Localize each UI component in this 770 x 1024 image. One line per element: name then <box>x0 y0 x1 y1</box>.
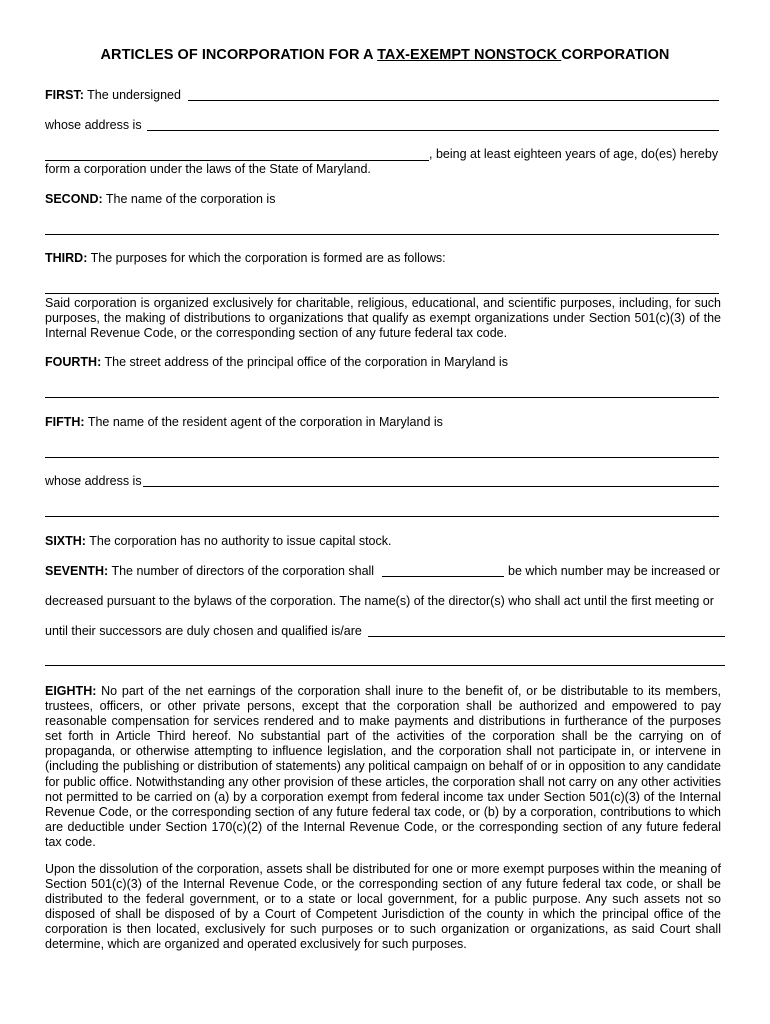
resident-agent-field[interactable] <box>45 457 719 458</box>
seventh-line-3 <box>45 624 362 639</box>
seventh-text-b-line <box>508 564 720 579</box>
first-age-text: , being at least eighteen years of age, do(es) hereby <box>429 147 719 161</box>
eighth-paragraph <box>45 684 721 850</box>
first-address-line <box>45 118 142 133</box>
seventh-line3-text: until their successors are duly chosen and qualified is/are <box>45 624 362 638</box>
purposes-field[interactable] <box>45 293 719 294</box>
first-address-label: whose address is <box>45 118 142 132</box>
third-label: THIRD: <box>45 251 88 265</box>
seventh-text-a: The number of directors of the corporation shall <box>111 564 375 578</box>
resident-agent-address-field-2[interactable] <box>45 516 719 517</box>
directors-names-field[interactable] <box>368 636 725 637</box>
second-label: SECOND: <box>45 192 103 206</box>
eighth-label: EIGHTH: <box>45 684 97 698</box>
seventh-text-b: be which number may be increased or <box>508 564 720 578</box>
title-suffix: CORPORATION <box>561 47 670 63</box>
document-title <box>0 47 770 63</box>
first-line <box>45 88 181 103</box>
first-form-text: form a corporation under the laws of the State of Maryland. <box>45 162 371 176</box>
first-form-line <box>45 162 371 177</box>
seventh-label: SEVENTH: <box>45 564 109 578</box>
sixth-line <box>45 534 391 549</box>
first-label: FIRST: <box>45 88 84 102</box>
directors-names-field-2[interactable] <box>45 665 725 666</box>
third-line <box>45 251 446 266</box>
number-of-directors-field[interactable] <box>382 576 504 577</box>
sixth-label: SIXTH: <box>45 534 86 548</box>
fourth-label: FOURTH: <box>45 355 102 369</box>
seventh-line2-text: decreased pursuant to the bylaws of the corporation. The name(s) of the director(s) who shall act until the first meeting or <box>45 594 714 608</box>
corporation-name-field[interactable] <box>45 234 719 235</box>
second-text: The name of the corporation is <box>105 192 276 206</box>
fifth-address-label: whose address is <box>45 474 142 488</box>
fifth-text: The name of the resident agent of the corporation in Maryland is <box>87 415 443 429</box>
third-paragraph: Said corporation is organized exclusively for charitable, religious, educational, and scientific purposes, including, for such purposes, the making of distributions to organizations that qualify as exempt organizations under Section 501(c)(3) of the Internal Revenue Code, or the corresponding section of any future federal tax code. <box>45 296 721 341</box>
first-text: The undersigned <box>87 88 181 102</box>
title-underlined: TAX-EXEMPT NONSTOCK <box>377 47 562 63</box>
second-line <box>45 192 275 207</box>
third-text: The purposes for which the corporation is formed are as follows: <box>90 251 446 265</box>
seventh-line-2 <box>45 594 714 609</box>
undersigned-address-field-2[interactable] <box>45 160 429 161</box>
resident-agent-address-field[interactable] <box>143 486 719 487</box>
first-age-line <box>429 147 718 162</box>
fourth-line <box>45 355 508 370</box>
fifth-line <box>45 415 443 430</box>
principal-office-field[interactable] <box>45 397 719 398</box>
undersigned-field[interactable] <box>188 100 719 101</box>
fourth-text: The street address of the principal office of the corporation in Maryland is <box>104 355 508 369</box>
eighth-text: No part of the net earnings of the corporation shall inure to the benefit of, or be distributable to its members, trustees, officers, or other private persons, except that the corporation shall be authorized and empowered to pay reasonable compensation for services rendered and to make payments and distributions in furtherance of the purposes set forth in Article Third hereof. No substantial part of the activities of the corporation shall be the carrying on of propaganda, or otherwise attempting to influence legislation, and the corporation shall not participate in, or intervene in (including the publishing or distribution of statements) any political campaign on behalf of or in opposition to any candidate for public office. Notwithstanding any other provision of these articles, the corporation shall not carry on any other activities not permitted to be carried on (a) by a corporation exempt from federal income tax under Section 501(c)(3) of the Internal Revenue Code, or the corresponding section of any future federal tax code, or (b) by a corporation, contributions to which are deductible under Section 170(c)(2) of the Internal Revenue Code, or the corresponding section of any future federal tax code. <box>45 684 721 849</box>
seventh-line <box>45 564 374 579</box>
sixth-text: The corporation has no authority to issue capital stock. <box>89 534 392 548</box>
title-prefix: ARTICLES OF INCORPORATION FOR A <box>100 47 378 63</box>
undersigned-address-field[interactable] <box>147 130 719 131</box>
fifth-label: FIFTH: <box>45 415 85 429</box>
dissolution-paragraph: Upon the dissolution of the corporation, assets shall be distributed for one or more exempt purposes within the meaning of Section 501(c)(3) of the Internal Revenue Code, or the corresponding section of any future federal tax code, or shall be distributed to the federal government, or to a state or local government, for a public purpose. Any such assets not so disposed of shall be disposed of by a Court of Competent Jurisdiction of the county in which the principal office of the corporation is then located, exclusively for such purposes or to such organization or organizations, as said Court shall determine, which are organized and operated exclusively for such purposes. <box>45 862 721 952</box>
fifth-address-line <box>45 474 142 489</box>
